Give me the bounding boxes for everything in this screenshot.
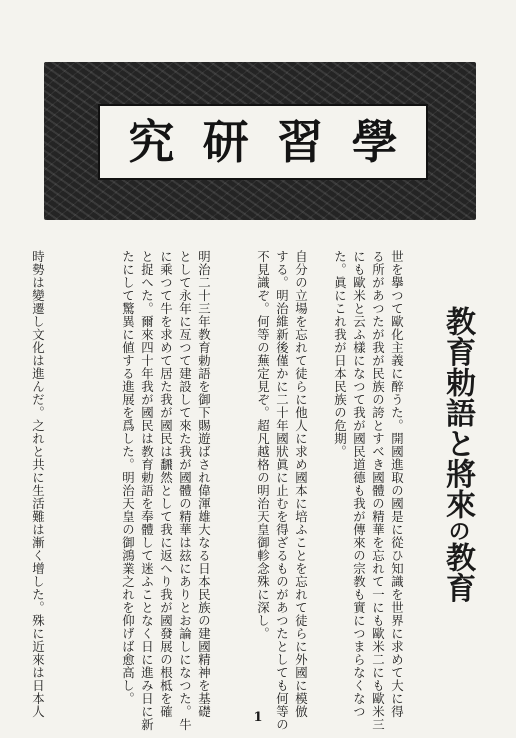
banner-char: 研 <box>202 115 249 169</box>
text-column: に乘つて牛を求めて居た我が國民は飜然として我に返へり我が國發展の根柢を確 <box>158 250 174 718</box>
text-column: たにして驚異に値する進展を爲した。明治天皇の御鴻業之れを仰げば愈高し。 <box>120 250 136 705</box>
banner-char: 學 <box>351 115 398 169</box>
text-column: 時勢は變遷し文化は進んだ。之れと共に生活難は漸く增した。殊に近來は日本人 <box>30 250 46 718</box>
text-column: する。明治維新後僅かに二十年國狀眞に止むを得ざるものがあつたとしても何等の <box>274 250 290 731</box>
text-column: 自分の立場を忘れて徒らに他人に求め國本に培ふことを忘れて徒らに外國に模倣 <box>293 250 309 718</box>
page-number: 1 <box>253 710 263 725</box>
text-column: 不見識ぞ。何等の蕪定見ぞ。超凡越格の明治天皇御軫念殊に深し。 <box>255 250 271 640</box>
text-column: 明治二十三年教育勅語を御下賜遊ばされ偉渾雄大なる日本民族の建國精神を基礎 <box>196 250 212 718</box>
text-column: る所があつたが我が民族の誇とすべき國體の精華を忘れて一にも歐米二にも歐米三 <box>370 250 386 731</box>
text-column: として永年に亙つて建設して來た我が國體の精華は玆にありとお論しになつた。牛 <box>177 250 193 731</box>
banner-char: 究 <box>128 115 175 169</box>
title-end: 教育 <box>440 542 475 603</box>
banner-char: 習 <box>277 115 324 169</box>
text-column: 世を擧つて歐化主義に醉うた。開國進取の國是に從ひ知識を世界に求めて大に得 <box>389 250 405 718</box>
title-main: 教育勅語と將來 <box>440 306 475 520</box>
text-column: と捉へた。爾來四十年我が國民は教育勅語を奉體して迷ふことなく日に進み日に新 <box>139 250 155 731</box>
banner-title-box <box>98 104 428 180</box>
article-title <box>440 306 475 603</box>
title-particle: の <box>445 519 470 542</box>
text-column: にも歐米と云ふ樣になつて我が國民道德も我が傳來の宗教も實につまらなくなつ <box>351 250 367 718</box>
header-banner <box>44 62 476 220</box>
text-column: た。眞にこれ我が日本民族の危期。 <box>332 250 348 458</box>
